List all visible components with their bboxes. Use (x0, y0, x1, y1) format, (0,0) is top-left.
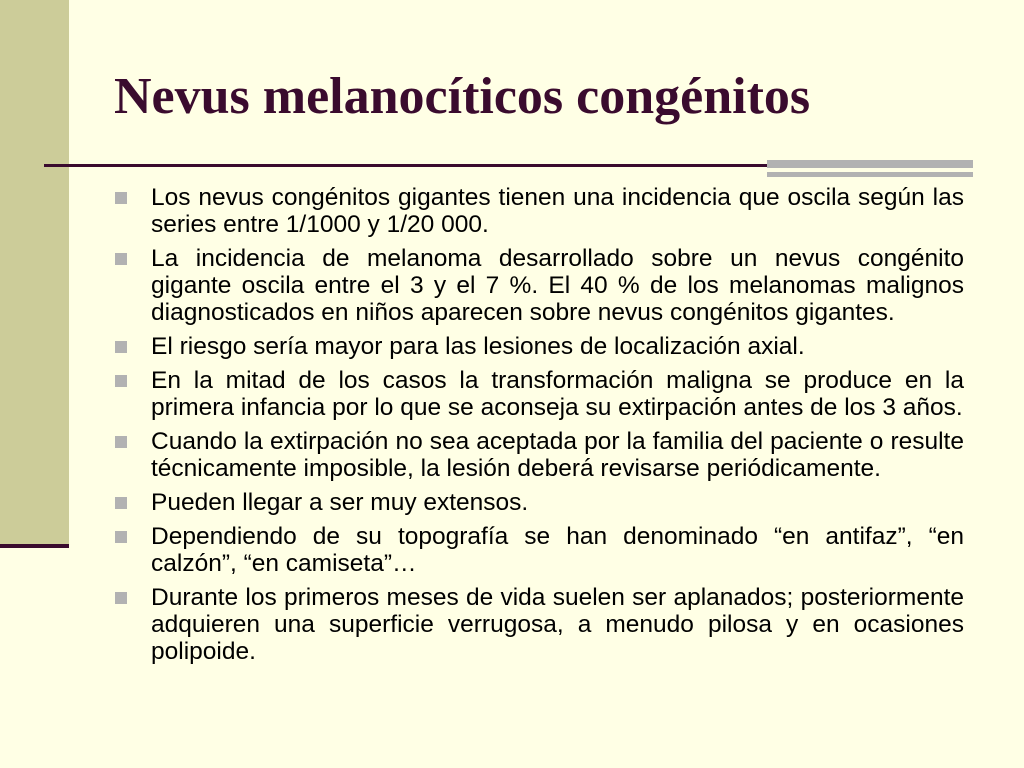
title-accent-bar-secondary (767, 172, 973, 177)
bullet-item (110, 428, 964, 482)
bullet-item (110, 523, 964, 577)
bullet-list (110, 184, 964, 672)
bullet-text: Cuando la extirpación no sea aceptada por la familia del paciente o resulte técnicamente imposible, la lesión deberá revisarse periódicamente. (151, 428, 964, 482)
square-bullet-icon (115, 192, 127, 204)
slide-title: Nevus melanocíticos congénitos (114, 68, 811, 125)
bullet-text: En la mitad de los casos la transformación maligna se produce en la primera infancia por lo que se aconseja su extirpación antes de los 3 años. (151, 367, 964, 421)
bullet-text: Durante los primeros meses de vida suelen ser aplanados; posteriormente adquieren una superficie verrugosa, a menudo pilosa y en ocasiones polipoide. (151, 584, 964, 665)
bullet-item (110, 245, 964, 326)
square-bullet-icon (115, 592, 127, 604)
bullet-item (110, 367, 964, 421)
square-bullet-icon (115, 341, 127, 353)
square-bullet-icon (115, 436, 127, 448)
square-bullet-icon (115, 497, 127, 509)
bullet-item (110, 333, 964, 360)
bullet-item (110, 489, 964, 516)
bullet-item (110, 584, 964, 665)
bullet-text: Pueden llegar a ser muy extensos. (151, 489, 529, 516)
bullet-item (110, 184, 964, 238)
title-accent-bar (767, 160, 973, 168)
left-decorative-band (0, 0, 69, 548)
bullet-text: Dependiendo de su topografía se han denominado “en antifaz”, “en calzón”, “en camiseta”… (151, 523, 964, 577)
left-band-divider (0, 544, 69, 548)
square-bullet-icon (115, 375, 127, 387)
square-bullet-icon (115, 531, 127, 543)
square-bullet-icon (115, 253, 127, 265)
bullet-text: La incidencia de melanoma desarrollado sobre un nevus congénito gigante oscila entre el 3 y el 7 %. El 40 % de los melanomas malignos diagnosticados en niños aparecen sobre nevus congénitos gigantes. (151, 245, 964, 326)
bullet-text: El riesgo sería mayor para las lesiones de localización axial. (151, 333, 805, 360)
bullet-text: Los nevus congénitos gigantes tienen una incidencia que oscila según las series entre 1/1000 y 1/20 000. (151, 184, 964, 238)
